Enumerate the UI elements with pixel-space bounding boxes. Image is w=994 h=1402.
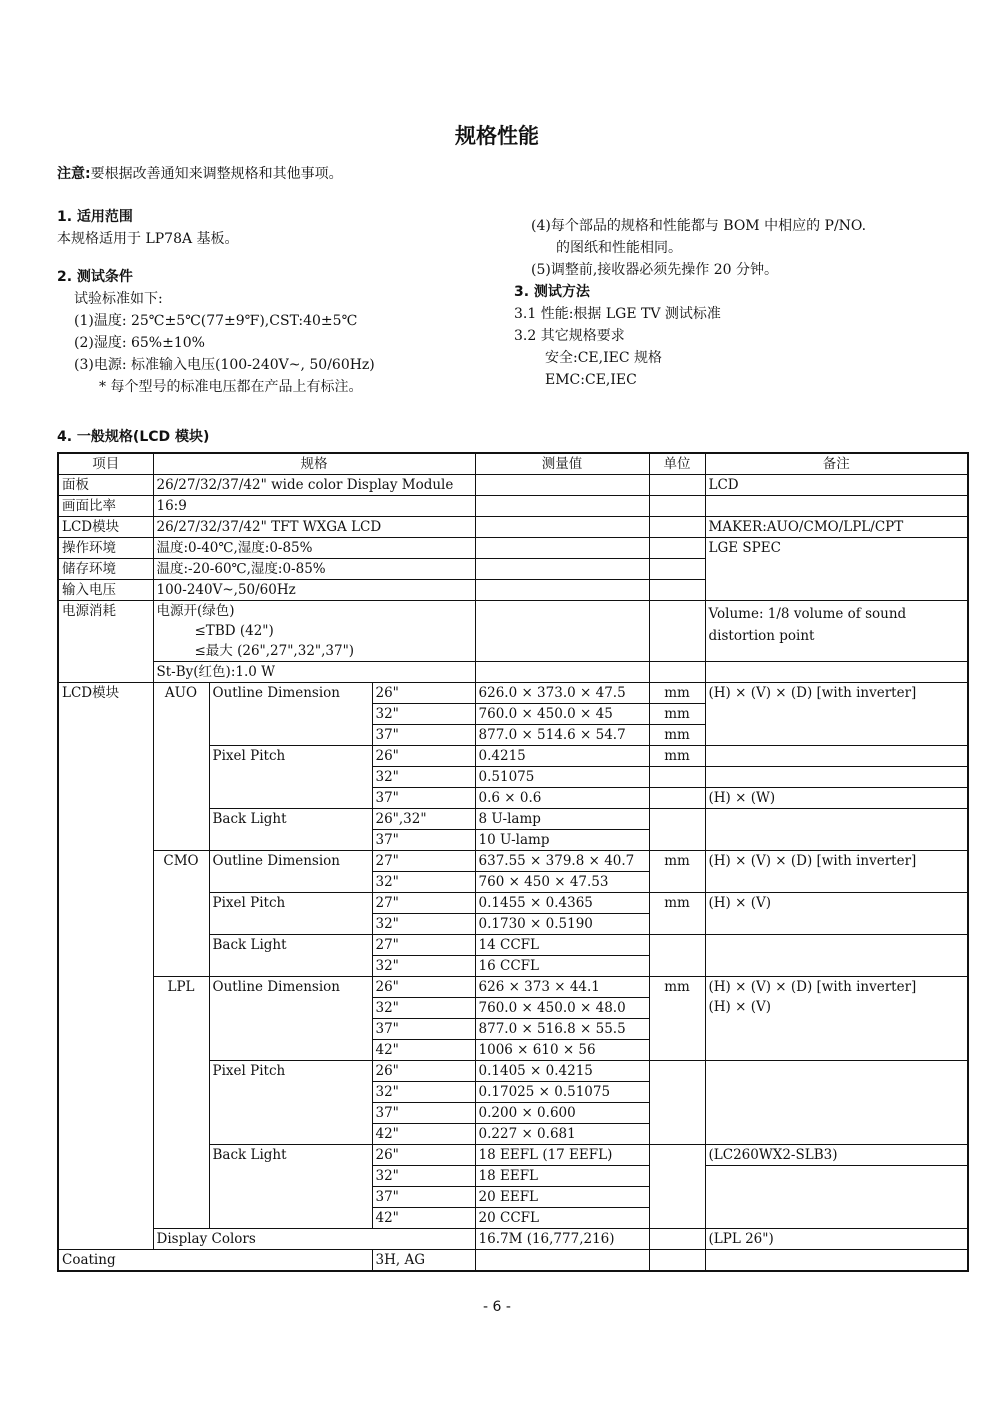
cmo-pixel-label: Pixel Pitch (209, 893, 372, 935)
table-row (58, 683, 968, 704)
size-cell: 32" (372, 767, 475, 788)
unit-cell: mm (649, 704, 705, 725)
value-cell: 10 U-lamp (475, 830, 649, 851)
size-cell: 32" (372, 704, 475, 725)
unit-cell: mm (649, 977, 705, 1061)
row-spec: 温度:-20-60℃,湿度:0-85% (153, 559, 475, 580)
unit-cell: mm (649, 683, 705, 704)
row-spec: 26/27/32/37/42" TFT WXGA LCD (153, 517, 475, 538)
value-cell: 0.51075 (475, 767, 649, 788)
value-cell: 637.55 × 379.8 × 40.7 (475, 851, 649, 872)
left-column (57, 206, 497, 398)
auo-outline-label: Outline Dimension (209, 683, 372, 746)
condition-5: (5)调整前,接收器必须先操作 20 分钟。 (531, 262, 778, 278)
notice-text: 要根据改善通知来调整规格和其他事项。 (90, 166, 343, 182)
condition-4-line2: 的图纸和性能相同。 (556, 240, 682, 256)
table-row (58, 538, 968, 559)
safety-spec: 安全:CE,IEC 规格 (545, 350, 663, 366)
table-row (58, 475, 968, 496)
value-cell: 0.4215 (475, 746, 649, 767)
table-row-coating (58, 1250, 968, 1272)
power-spec (153, 601, 475, 662)
row-item: 操作环境 (58, 538, 153, 559)
auo-pixel-label: Pixel Pitch (209, 746, 372, 809)
size-cell: 26" (372, 683, 475, 704)
table-row-display-colors (58, 1229, 968, 1250)
size-cell: 42" (372, 1208, 475, 1229)
display-colors-remark: (LPL 26") (705, 1229, 968, 1250)
auo-back-label: Back Light (209, 809, 372, 851)
value-cell: 18 EEFL (17 EEFL) (475, 1145, 649, 1166)
size-cell: 32" (372, 956, 475, 977)
row-remark: LCD (705, 475, 968, 496)
size-cell: 32" (372, 1166, 475, 1187)
row-spec: 26/27/32/37/42" wide color Display Module (153, 475, 475, 496)
size-cell: 32" (372, 998, 475, 1019)
cmo-back-label: Back Light (209, 935, 372, 977)
lpl-outline-remark (705, 977, 968, 1061)
row-item: 画面比率 (58, 496, 153, 517)
section-3-heading: 3. 测试方法 (514, 284, 590, 300)
value-cell: 0.1455 × 0.4365 (475, 893, 649, 914)
size-cell: 27" (372, 893, 475, 914)
power-remark (705, 601, 968, 662)
standby-spec: St-By(红色):1.0 W (153, 662, 475, 683)
header-measured: 测量值 (475, 453, 649, 475)
size-cell: 32" (372, 872, 475, 893)
header-unit: 单位 (649, 453, 705, 475)
row-remark: LGE SPEC (705, 538, 968, 601)
table-row (58, 851, 968, 872)
cmo-pixel-remark: (H) × (V) (705, 893, 968, 935)
lpl-back-remark: (LC260WX2-SLB3) (705, 1145, 968, 1166)
lcd-module-item: LCD模块 (58, 683, 153, 1250)
unit-cell: mm (649, 746, 705, 767)
display-colors-value: 16.7M (16,777,216) (475, 1229, 649, 1250)
size-cell: 37" (372, 1019, 475, 1040)
section-4-heading: 4. 一般规格(LCD 模块) (57, 429, 210, 445)
coating-label: Coating (58, 1250, 372, 1272)
power-line3: ≤最大 (26",27",32",37") (194, 643, 355, 659)
page-number: - 6 - (483, 1299, 511, 1315)
table-row-power (58, 601, 968, 662)
remark-cell: (H) × (W) (705, 788, 968, 809)
condition-temperature: (1)温度: 25℃±5℃(77±9℉),CST:40±5℃ (74, 313, 358, 329)
section-3-1: 3.1 性能:根据 LGE TV 测试标准 (514, 306, 721, 322)
value-cell: 0.200 × 0.600 (475, 1103, 649, 1124)
right-column (514, 215, 954, 391)
auo-outline-remark: (H) × (V) × (D) [with inverter] (705, 683, 968, 746)
section-2-heading: 2. 测试条件 (57, 269, 133, 285)
section-1-text: 本规格适用于 LP78A 基板。 (57, 231, 239, 247)
unit-cell: mm (649, 851, 705, 893)
size-cell: 42" (372, 1040, 475, 1061)
cmo-outline-label: Outline Dimension (209, 851, 372, 893)
coating-value: 3H, AG (372, 1250, 475, 1272)
value-cell: 16 CCFL (475, 956, 649, 977)
condition-4-line1: (4)每个部品的规格和性能都与 BOM 中相应的 P/NO. (531, 218, 867, 234)
maker-cmo: CMO (153, 851, 209, 977)
size-cell: 27" (372, 935, 475, 956)
section-2-footnote: * 每个型号的标准电压都在产品上有标注。 (99, 379, 363, 395)
value-cell: 626.0 × 373.0 × 47.5 (475, 683, 649, 704)
maker-auo: AUO (153, 683, 209, 851)
size-cell: 37" (372, 1103, 475, 1124)
value-cell: 626 × 373 × 44.1 (475, 977, 649, 998)
notice (57, 163, 343, 183)
value-cell: 0.1405 × 0.4215 (475, 1061, 649, 1082)
spec-table (57, 452, 969, 1272)
row-item: 面板 (58, 475, 153, 496)
size-cell: 26" (372, 1145, 475, 1166)
header-remark: 备注 (705, 453, 968, 475)
value-cell: 760.0 × 450.0 × 45 (475, 704, 649, 725)
size-cell: 37" (372, 725, 475, 746)
maker-lpl: LPL (153, 977, 209, 1229)
power-line2: ≤TBD (42") (194, 623, 274, 639)
table-row (58, 517, 968, 538)
unit-cell: mm (649, 893, 705, 935)
size-cell: 32" (372, 914, 475, 935)
lpl-outline-remark-1: (H) × (V) × (D) [with inverter] (708, 979, 917, 995)
value-cell: 877.0 × 516.8 × 55.5 (475, 1019, 649, 1040)
value-cell: 0.227 × 0.681 (475, 1124, 649, 1145)
value-cell: 1006 × 610 × 56 (475, 1040, 649, 1061)
size-cell: 26" (372, 746, 475, 767)
section-2-intro: 试验标准如下: (74, 291, 163, 307)
table-row (58, 496, 968, 517)
lpl-pixel-label: Pixel Pitch (209, 1061, 372, 1145)
row-spec: 16:9 (153, 496, 475, 517)
size-cell: 42" (372, 1124, 475, 1145)
value-cell: 760.0 × 450.0 × 48.0 (475, 998, 649, 1019)
value-cell: 0.17025 × 0.51075 (475, 1082, 649, 1103)
row-item: LCD模块 (58, 517, 153, 538)
value-cell: 20 EEFL (475, 1187, 649, 1208)
row-remark: MAKER:AUO/CMO/LPL/CPT (705, 517, 968, 538)
cmo-outline-remark: (H) × (V) × (D) [with inverter] (705, 851, 968, 893)
lpl-outline-label: Outline Dimension (209, 977, 372, 1061)
size-cell: 26" (372, 1061, 475, 1082)
row-spec: 100-240V~,50/60Hz (153, 580, 475, 601)
row-spec: 温度:0-40℃,湿度:0-85% (153, 538, 475, 559)
size-cell: 26" (372, 977, 475, 998)
table-header-row (58, 453, 968, 475)
power-remark-line2: distortion point (708, 628, 815, 644)
table-row-standby (58, 662, 968, 683)
display-colors-label: Display Colors (153, 1229, 475, 1250)
size-cell: 37" (372, 1187, 475, 1208)
value-cell: 760 × 450 × 47.53 (475, 872, 649, 893)
emc-spec: EMC:CE,IEC (545, 372, 637, 388)
section-1-heading: 1. 适用范围 (57, 209, 133, 225)
size-cell: 26",32" (372, 809, 475, 830)
section-3-2: 3.2 其它规格要求 (514, 328, 625, 344)
value-cell: 14 CCFL (475, 935, 649, 956)
header-item: 项目 (58, 453, 153, 475)
size-cell: 37" (372, 830, 475, 851)
size-cell: 32" (372, 1082, 475, 1103)
value-cell: 18 EEFL (475, 1166, 649, 1187)
power-item: 电源消耗 (58, 601, 153, 683)
power-line1: 电源开(绿色) (156, 603, 235, 619)
power-remark-line1: Volume: 1/8 volume of sound (708, 606, 907, 622)
table-row (58, 977, 968, 998)
unit-cell: mm (649, 725, 705, 746)
value-cell: 0.1730 × 0.5190 (475, 914, 649, 935)
lpl-outline-remark-2: (H) × (V) (708, 999, 771, 1015)
page-title: 规格性能 (455, 124, 539, 148)
row-item: 储存环境 (58, 559, 153, 580)
value-cell: 20 CCFL (475, 1208, 649, 1229)
size-cell: 37" (372, 788, 475, 809)
row-item: 输入电压 (58, 580, 153, 601)
condition-humidity: (2)湿度: 65%±10% (74, 335, 205, 351)
value-cell: 8 U-lamp (475, 809, 649, 830)
notice-label: 注意: (57, 166, 91, 182)
value-cell: 0.6 × 0.6 (475, 788, 649, 809)
condition-power: (3)电源: 标准输入电压(100-240V~, 50/60Hz) (74, 357, 375, 373)
size-cell: 27" (372, 851, 475, 872)
header-spec: 规格 (153, 453, 475, 475)
lpl-back-label: Back Light (209, 1145, 372, 1229)
value-cell: 877.0 × 514.6 × 54.7 (475, 725, 649, 746)
